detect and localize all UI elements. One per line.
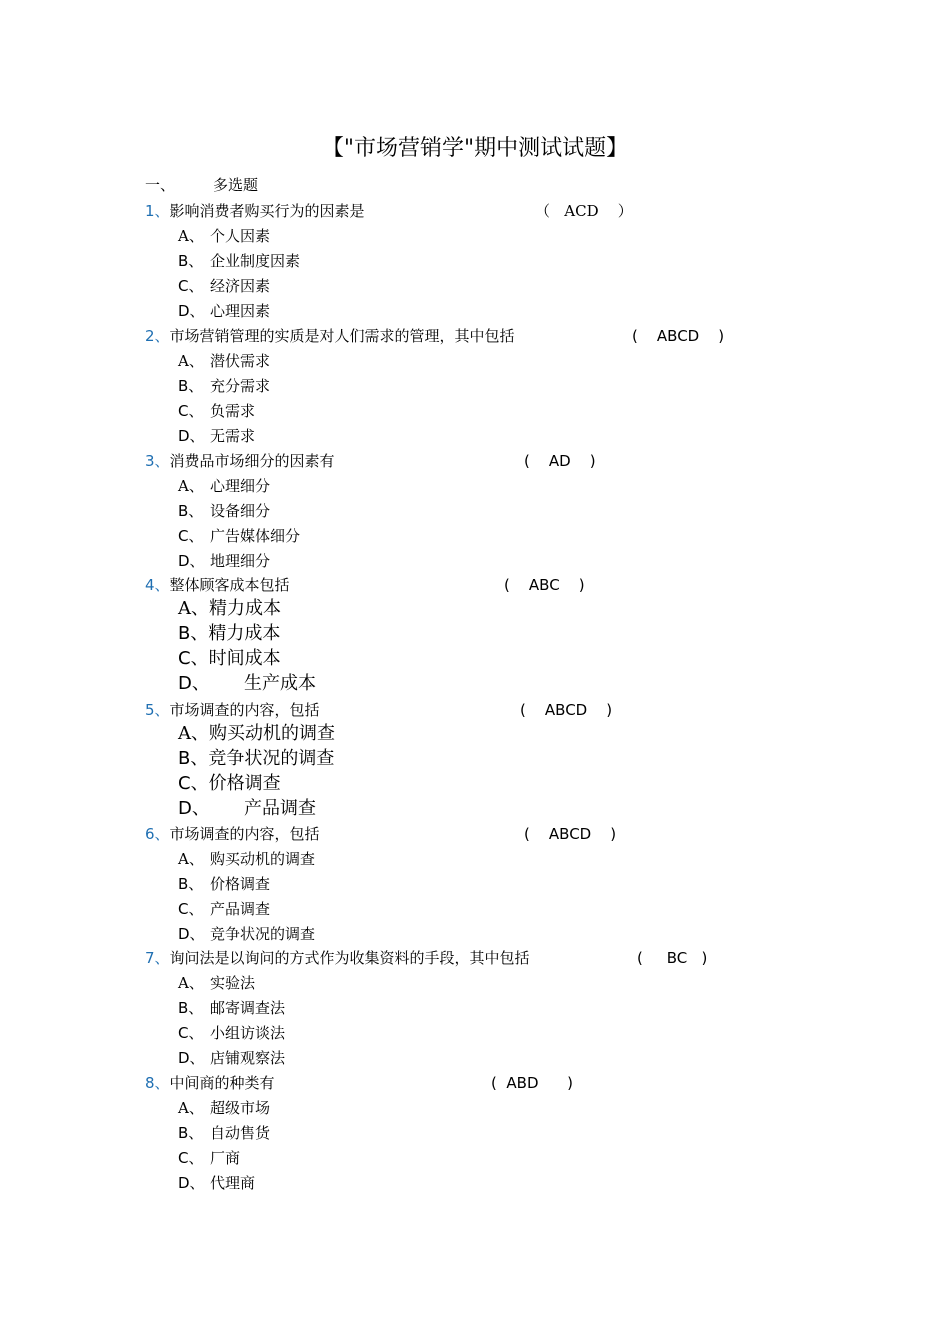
question-8-answer: ( ABD )	[491, 1074, 573, 1092]
option-a: A、 潜伏需求	[178, 352, 271, 370]
option-d: D、 产品调查	[178, 798, 316, 819]
question-2-answer: ( ABCD )	[632, 327, 725, 345]
question-4	[145, 574, 290, 596]
option-c: C、时间成本	[178, 648, 281, 669]
option-d: D、 生产成本	[178, 673, 316, 694]
question-3-answer: ( AD )	[524, 452, 596, 470]
option-b: B、 充分需求	[178, 377, 271, 395]
question-number: 1、	[145, 202, 170, 220]
question-1	[145, 200, 365, 222]
question-text: 市场调查的内容，包括	[169, 825, 320, 843]
option-b: B、 企业制度因素	[178, 252, 301, 270]
question-6	[145, 823, 320, 845]
option-a: A、 超级市场	[178, 1099, 271, 1117]
option-d: D、 竞争状况的调查	[178, 925, 316, 943]
option-a: A、 心理细分	[178, 477, 271, 495]
option-c: C、 负需求	[178, 402, 256, 420]
question-4-answer: ( ABC )	[504, 576, 585, 594]
question-number: 6、	[145, 825, 170, 843]
option-b: B、 邮寄调查法	[178, 999, 286, 1017]
question-7	[145, 947, 530, 969]
document-title: 【"市场营销学"期中测试试题】	[321, 136, 629, 161]
question-text: 中间商的种类有	[169, 1074, 275, 1092]
option-c: C、 经济因素	[178, 277, 271, 295]
option-c: C、 小组访谈法	[178, 1024, 286, 1042]
option-b: B、竞争状况的调查	[178, 748, 335, 769]
question-1-answer: （ ACD ）	[535, 202, 633, 220]
question-number: 2、	[145, 327, 170, 345]
question-number: 3、	[145, 452, 170, 470]
option-c: C、 厂商	[178, 1149, 241, 1167]
question-5	[145, 699, 320, 721]
section-number: 一、	[145, 176, 176, 194]
section-heading	[145, 174, 258, 196]
option-b: B、 设备细分	[178, 502, 271, 520]
option-a: A、 实验法	[178, 974, 256, 992]
question-text: 整体顾客成本包括	[169, 576, 290, 594]
question-2	[145, 325, 515, 347]
option-d: D、 地理细分	[178, 552, 271, 570]
option-a: A、 个人因素	[178, 227, 271, 245]
question-number: 8、	[145, 1074, 170, 1092]
question-text: 市场调查的内容，包括	[169, 701, 320, 719]
option-b: B、 自动售货	[178, 1124, 271, 1142]
question-text: 询问法是以询问的方式作为收集资料的手段，其中包括	[169, 949, 530, 967]
option-b: B、精力成本	[178, 623, 281, 644]
option-c: C、 广告媒体细分	[178, 527, 301, 545]
question-number: 4、	[145, 576, 170, 594]
question-8	[145, 1072, 275, 1094]
option-d: D、 店铺观察法	[178, 1049, 286, 1067]
section-label: 多选题	[213, 176, 259, 194]
option-c: C、价格调查	[178, 773, 281, 794]
question-text: 影响消费者购买行为的因素是	[169, 202, 365, 220]
question-7-answer: ( BC )	[637, 949, 708, 967]
option-a: A、精力成本	[178, 598, 281, 619]
option-a: A、 购买动机的调查	[178, 850, 316, 868]
question-number: 5、	[145, 701, 170, 719]
option-d: D、 代理商	[178, 1174, 256, 1192]
question-6-answer: ( ABCD )	[524, 825, 617, 843]
question-text: 市场营销管理的实质是对人们需求的管理，其中包括	[169, 327, 515, 345]
question-number: 7、	[145, 949, 170, 967]
option-a: A、购买动机的调查	[178, 723, 335, 744]
option-d: D、 无需求	[178, 427, 256, 445]
question-text: 消费品市场细分的因素有	[169, 452, 335, 470]
option-b: B、 价格调查	[178, 875, 271, 893]
option-c: C、 产品调查	[178, 900, 271, 918]
question-3	[145, 450, 335, 472]
question-5-answer: ( ABCD )	[520, 701, 613, 719]
option-d: D、 心理因素	[178, 302, 271, 320]
